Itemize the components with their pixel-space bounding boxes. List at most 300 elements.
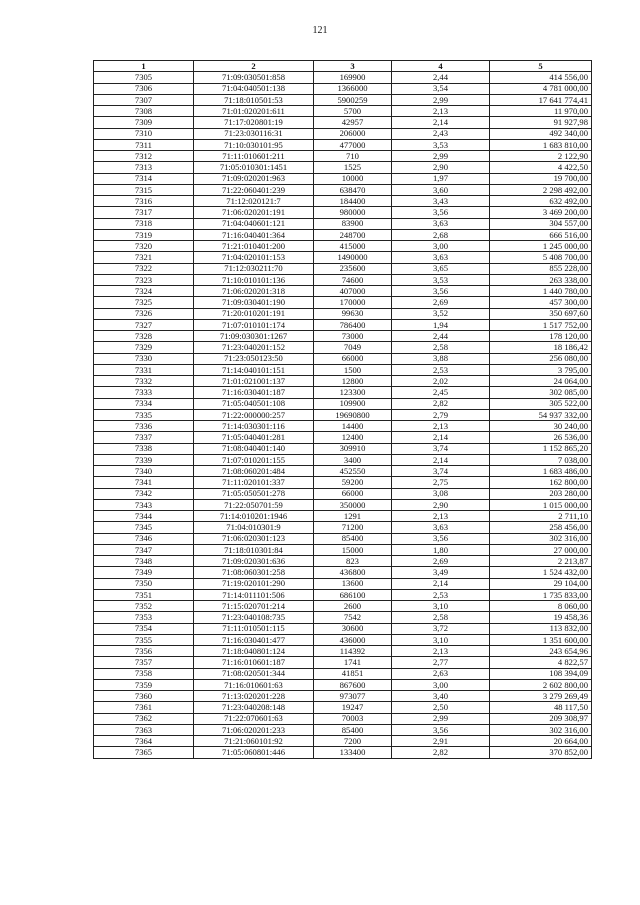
- table-cell: 73000: [314, 331, 392, 342]
- table-row: [94, 623, 592, 634]
- table-cell: 71:07:010101:174: [194, 319, 314, 330]
- table-row: [94, 454, 592, 465]
- table-cell: 258 456,00: [490, 522, 592, 533]
- table-cell: 302 316,00: [490, 533, 592, 544]
- table-cell: 3,74: [392, 466, 490, 477]
- table-cell: 41851: [314, 668, 392, 679]
- table-row: [94, 691, 592, 702]
- table-cell: 309910: [314, 443, 392, 454]
- table-cell: 7358: [94, 668, 194, 679]
- table-row: [94, 117, 592, 128]
- table-row: [94, 567, 592, 578]
- table-cell: 1,97: [392, 173, 490, 184]
- table-cell: 3,08: [392, 488, 490, 499]
- table-cell: 2,13: [392, 646, 490, 657]
- table-cell: 71:01:021001:137: [194, 376, 314, 387]
- table-cell: 71:07:010201:155: [194, 454, 314, 465]
- table-cell: 71:14:010201:1946: [194, 511, 314, 522]
- column-header: 2: [194, 61, 314, 72]
- table-cell: 1 517 752,00: [490, 319, 592, 330]
- table-row: [94, 196, 592, 207]
- table-cell: 30 240,00: [490, 421, 592, 432]
- table-cell: 27 000,00: [490, 544, 592, 555]
- table-cell: 71:23:040208:148: [194, 702, 314, 713]
- table-row: [94, 376, 592, 387]
- table-cell: 2 602 800,00: [490, 679, 592, 690]
- table-cell: 12800: [314, 376, 392, 387]
- table-cell: 7346: [94, 533, 194, 544]
- table-cell: 2,53: [392, 364, 490, 375]
- column-header: 5: [490, 61, 592, 72]
- table-cell: 2,13: [392, 106, 490, 117]
- table-cell: 407000: [314, 286, 392, 297]
- table-cell: 666 516,00: [490, 229, 592, 240]
- table-cell: 71:17:020801:19: [194, 117, 314, 128]
- table-cell: 2,14: [392, 117, 490, 128]
- table-cell: 2,69: [392, 297, 490, 308]
- table-cell: 492 340,00: [490, 128, 592, 139]
- table-cell: 71:05:010301:1451: [194, 162, 314, 173]
- table-cell: 71:06:020201:233: [194, 724, 314, 735]
- table-cell: 2,99: [392, 151, 490, 162]
- table-cell: 59200: [314, 477, 392, 488]
- table-row: [94, 544, 592, 555]
- table-cell: 3,56: [392, 207, 490, 218]
- table-cell: 2,44: [392, 331, 490, 342]
- table-cell: 71:04:040501:138: [194, 83, 314, 94]
- table-cell: 305 522,00: [490, 398, 592, 409]
- table-row: [94, 162, 592, 173]
- table-row: [94, 409, 592, 420]
- table-cell: 2,82: [392, 398, 490, 409]
- table-cell: 4 422,50: [490, 162, 592, 173]
- table-row: [94, 724, 592, 735]
- table-cell: 2,99: [392, 94, 490, 105]
- table-cell: 3,10: [392, 634, 490, 645]
- table-cell: 7325: [94, 297, 194, 308]
- table-cell: 7306: [94, 83, 194, 94]
- table-cell: 71:09:020301:636: [194, 556, 314, 567]
- table-cell: 1 683 486,00: [490, 466, 592, 477]
- table-cell: 71:16:030401:187: [194, 387, 314, 398]
- table-cell: 710: [314, 151, 392, 162]
- table-row: [94, 342, 592, 353]
- table-cell: 2,69: [392, 556, 490, 567]
- table-cell: 71:23:040201:152: [194, 342, 314, 353]
- table-cell: 3,63: [392, 252, 490, 263]
- table-row: [94, 398, 592, 409]
- table-cell: 457 300,00: [490, 297, 592, 308]
- table-cell: 71:14:040101:151: [194, 364, 314, 375]
- header-row: [94, 61, 592, 72]
- table-cell: 7329: [94, 342, 194, 353]
- table-cell: 169900: [314, 72, 392, 83]
- table-cell: 415000: [314, 241, 392, 252]
- table-cell: 71:11:010501:115: [194, 623, 314, 634]
- table-row: [94, 218, 592, 229]
- table-cell: 1 524 432,00: [490, 567, 592, 578]
- table-row: [94, 477, 592, 488]
- table-cell: 4 781 000,00: [490, 83, 592, 94]
- table-cell: 7362: [94, 713, 194, 724]
- table-cell: 170000: [314, 297, 392, 308]
- table-cell: 7305: [94, 72, 194, 83]
- table-cell: 71:09:030401:190: [194, 297, 314, 308]
- table-cell: 209 308,97: [490, 713, 592, 724]
- table-body: [94, 72, 592, 758]
- table-cell: 71:06:020201:318: [194, 286, 314, 297]
- table-cell: 7348: [94, 556, 194, 567]
- table-row: [94, 286, 592, 297]
- table-cell: 113 832,00: [490, 623, 592, 634]
- table-cell: 2 711,10: [490, 511, 592, 522]
- table-cell: 7332: [94, 376, 194, 387]
- table-row: [94, 589, 592, 600]
- table-cell: 7349: [94, 567, 194, 578]
- table-cell: 7363: [94, 724, 194, 735]
- table-cell: 29 104,00: [490, 578, 592, 589]
- table-cell: 686100: [314, 589, 392, 600]
- table-cell: 2,63: [392, 668, 490, 679]
- table-cell: 7338: [94, 443, 194, 454]
- table-cell: 3,74: [392, 443, 490, 454]
- table-row: [94, 128, 592, 139]
- table-cell: 7343: [94, 499, 194, 510]
- table-cell: 1 245 000,00: [490, 241, 592, 252]
- table-cell: 71:01:020201:611: [194, 106, 314, 117]
- table-cell: 74600: [314, 274, 392, 285]
- table-cell: 3,72: [392, 623, 490, 634]
- table-cell: 5 408 700,00: [490, 252, 592, 263]
- table-cell: 3,52: [392, 308, 490, 319]
- table-row: [94, 443, 592, 454]
- table-cell: 14400: [314, 421, 392, 432]
- table-row: [94, 713, 592, 724]
- table-cell: 304 557,00: [490, 218, 592, 229]
- table-row: [94, 297, 592, 308]
- table-cell: 5900259: [314, 94, 392, 105]
- table-cell: 71:11:020101:337: [194, 477, 314, 488]
- table-cell: 71:05:040501:108: [194, 398, 314, 409]
- table-cell: 1 683 810,00: [490, 139, 592, 150]
- table-row: [94, 702, 592, 713]
- table-cell: 1366000: [314, 83, 392, 94]
- table-cell: 3,53: [392, 274, 490, 285]
- table-cell: 71:21:060101:92: [194, 736, 314, 747]
- table-cell: 2,90: [392, 499, 490, 510]
- table-cell: 71:22:000000:257: [194, 409, 314, 420]
- table-cell: 71:11:010601:211: [194, 151, 314, 162]
- table-cell: 973077: [314, 691, 392, 702]
- table-cell: 71:18:010301:84: [194, 544, 314, 555]
- table-cell: 2,50: [392, 702, 490, 713]
- table-cell: 2,91: [392, 736, 490, 747]
- table-row: [94, 319, 592, 330]
- table-cell: 7350: [94, 578, 194, 589]
- table-cell: 7318: [94, 218, 194, 229]
- table-cell: 71:18:010501:53: [194, 94, 314, 105]
- table-cell: 83900: [314, 218, 392, 229]
- table-cell: 7311: [94, 139, 194, 150]
- table-cell: 7314: [94, 173, 194, 184]
- table-cell: 1 152 865,20: [490, 443, 592, 454]
- table-cell: 2,68: [392, 229, 490, 240]
- table-row: [94, 263, 592, 274]
- table-cell: 71:23:040108:735: [194, 612, 314, 623]
- table-row: [94, 612, 592, 623]
- table-cell: 2,45: [392, 387, 490, 398]
- table-row: [94, 229, 592, 240]
- table-row: [94, 601, 592, 612]
- table-cell: 71200: [314, 522, 392, 533]
- table-cell: 243 654,96: [490, 646, 592, 657]
- table-row: [94, 668, 592, 679]
- table-row: [94, 488, 592, 499]
- table-cell: 436800: [314, 567, 392, 578]
- table-cell: 206000: [314, 128, 392, 139]
- column-header: 1: [94, 61, 194, 72]
- table-cell: 2,90: [392, 162, 490, 173]
- table-cell: 7324: [94, 286, 194, 297]
- table-cell: 7319: [94, 229, 194, 240]
- table-cell: 71:13:020201:228: [194, 691, 314, 702]
- table-cell: 4 822,57: [490, 657, 592, 668]
- table-row: [94, 522, 592, 533]
- table-cell: 5700: [314, 106, 392, 117]
- table-cell: 18 186,42: [490, 342, 592, 353]
- table-row: [94, 72, 592, 83]
- table-row: [94, 252, 592, 263]
- table-cell: 71:04:010301:9: [194, 522, 314, 533]
- table-cell: 7321: [94, 252, 194, 263]
- table-cell: 7309: [94, 117, 194, 128]
- table-cell: 7 038,00: [490, 454, 592, 465]
- table-cell: 70003: [314, 713, 392, 724]
- table-cell: 1525: [314, 162, 392, 173]
- table-cell: 1 735 833,00: [490, 589, 592, 600]
- table-cell: 203 280,00: [490, 488, 592, 499]
- table-cell: 1500: [314, 364, 392, 375]
- table-cell: 2600: [314, 601, 392, 612]
- table-cell: 71:04:040601:121: [194, 218, 314, 229]
- table-cell: 7353: [94, 612, 194, 623]
- table-cell: 71:16:010601:187: [194, 657, 314, 668]
- table-row: [94, 308, 592, 319]
- table-cell: 54 937 332,00: [490, 409, 592, 420]
- table-cell: 66000: [314, 488, 392, 499]
- table-cell: 855 228,00: [490, 263, 592, 274]
- table-row: [94, 499, 592, 510]
- table-cell: 350 697,60: [490, 308, 592, 319]
- table-cell: 71:19:020101:290: [194, 578, 314, 589]
- table-cell: 71:05:060801:446: [194, 747, 314, 758]
- table-cell: 13600: [314, 578, 392, 589]
- column-header: 3: [314, 61, 392, 72]
- table-cell: 7312: [94, 151, 194, 162]
- table-cell: 71:22:070601:63: [194, 713, 314, 724]
- table-cell: 71:09:020201:963: [194, 173, 314, 184]
- table-cell: 7320: [94, 241, 194, 252]
- table-row: [94, 736, 592, 747]
- table-cell: 3,49: [392, 567, 490, 578]
- table-cell: 24 064,00: [490, 376, 592, 387]
- table-cell: 26 536,00: [490, 432, 592, 443]
- table-row: [94, 353, 592, 364]
- table-cell: 7354: [94, 623, 194, 634]
- table-cell: 71:12:020121:7: [194, 196, 314, 207]
- table-cell: 71:12:030211:70: [194, 263, 314, 274]
- table-cell: 71:06:020301:123: [194, 533, 314, 544]
- table-cell: 71:21:010401:200: [194, 241, 314, 252]
- table-cell: 11 970,00: [490, 106, 592, 117]
- table-cell: 71:09:030501:858: [194, 72, 314, 83]
- table-cell: 867600: [314, 679, 392, 690]
- table-cell: 178 120,00: [490, 331, 592, 342]
- table-cell: 2,44: [392, 72, 490, 83]
- table-cell: 7322: [94, 263, 194, 274]
- table-cell: 7313: [94, 162, 194, 173]
- table-row: [94, 679, 592, 690]
- table-cell: 7365: [94, 747, 194, 758]
- table-cell: 2 122,90: [490, 151, 592, 162]
- table-row: [94, 364, 592, 375]
- table-cell: 15000: [314, 544, 392, 555]
- table-cell: 42957: [314, 117, 392, 128]
- table-row: [94, 173, 592, 184]
- table-cell: 71:08:060301:258: [194, 567, 314, 578]
- table-cell: 71:16:010601:63: [194, 679, 314, 690]
- table-cell: 7359: [94, 679, 194, 690]
- table-cell: 19 458,36: [490, 612, 592, 623]
- table-cell: 2,79: [392, 409, 490, 420]
- page-number: 121: [312, 25, 328, 36]
- table-cell: 71:18:040801:124: [194, 646, 314, 657]
- table-cell: 71:15:020701:214: [194, 601, 314, 612]
- table-row: [94, 646, 592, 657]
- table-cell: 7200: [314, 736, 392, 747]
- table-cell: 162 800,00: [490, 477, 592, 488]
- table-cell: 71:10:030101:95: [194, 139, 314, 150]
- table-cell: 2,53: [392, 589, 490, 600]
- table-cell: 71:08:040401:140: [194, 443, 314, 454]
- table-cell: 2,58: [392, 612, 490, 623]
- table-cell: 7360: [94, 691, 194, 702]
- table-cell: 235600: [314, 263, 392, 274]
- table-cell: 7356: [94, 646, 194, 657]
- table-cell: 263 338,00: [490, 274, 592, 285]
- table-cell: 7331: [94, 364, 194, 375]
- table-row: [94, 139, 592, 150]
- table-cell: 786400: [314, 319, 392, 330]
- table-row: [94, 432, 592, 443]
- data-table: [93, 60, 592, 759]
- table-cell: 48 117,50: [490, 702, 592, 713]
- table-cell: 114392: [314, 646, 392, 657]
- table-cell: 7335: [94, 409, 194, 420]
- table-cell: 7337: [94, 432, 194, 443]
- table-cell: 3 469 200,00: [490, 207, 592, 218]
- table-cell: 71:10:010101:136: [194, 274, 314, 285]
- table-row: [94, 747, 592, 758]
- table-cell: 109900: [314, 398, 392, 409]
- table-cell: 2,77: [392, 657, 490, 668]
- table-cell: 19 700,00: [490, 173, 592, 184]
- table-cell: 2,99: [392, 713, 490, 724]
- table-row: [94, 151, 592, 162]
- table-cell: 1 351 600,00: [490, 634, 592, 645]
- table-cell: 7317: [94, 207, 194, 218]
- table-cell: 71:09:030301:1267: [194, 331, 314, 342]
- table-cell: 8 060,00: [490, 601, 592, 612]
- table-cell: 30600: [314, 623, 392, 634]
- table-cell: 85400: [314, 533, 392, 544]
- table-row: [94, 421, 592, 432]
- table-row: [94, 578, 592, 589]
- table-row: [94, 556, 592, 567]
- table-cell: 452550: [314, 466, 392, 477]
- table-cell: 20 664,00: [490, 736, 592, 747]
- table-cell: 7347: [94, 544, 194, 555]
- table-cell: 3,53: [392, 139, 490, 150]
- table-row: [94, 533, 592, 544]
- table-cell: 1,94: [392, 319, 490, 330]
- table-cell: 1741: [314, 657, 392, 668]
- table-cell: 184400: [314, 196, 392, 207]
- table-cell: 7307: [94, 94, 194, 105]
- table-row: [94, 207, 592, 218]
- table-cell: 71:20:010201:191: [194, 308, 314, 319]
- table-cell: 3400: [314, 454, 392, 465]
- table-cell: 436000: [314, 634, 392, 645]
- table-cell: 17 641 774,41: [490, 94, 592, 105]
- table-cell: 3,56: [392, 724, 490, 735]
- table-cell: 7542: [314, 612, 392, 623]
- table-cell: 85400: [314, 724, 392, 735]
- table-cell: 7340: [94, 466, 194, 477]
- table-cell: 7310: [94, 128, 194, 139]
- table-cell: 12400: [314, 432, 392, 443]
- table-cell: 3,40: [392, 691, 490, 702]
- table-cell: 133400: [314, 747, 392, 758]
- table-cell: 7334: [94, 398, 194, 409]
- table-cell: 7308: [94, 106, 194, 117]
- table-cell: 638470: [314, 184, 392, 195]
- table-cell: 302 085,00: [490, 387, 592, 398]
- table-cell: 7341: [94, 477, 194, 488]
- table-cell: 248700: [314, 229, 392, 240]
- table-cell: 71:23:050123:50: [194, 353, 314, 364]
- table-row: [94, 106, 592, 117]
- table-cell: 7345: [94, 522, 194, 533]
- table-cell: 2,75: [392, 477, 490, 488]
- table-cell: 3,00: [392, 679, 490, 690]
- table-cell: 3,43: [392, 196, 490, 207]
- table-row: [94, 274, 592, 285]
- table-cell: 302 316,00: [490, 724, 592, 735]
- table-cell: 7049: [314, 342, 392, 353]
- table-cell: 71:05:050501:278: [194, 488, 314, 499]
- table-cell: 823: [314, 556, 392, 567]
- table-cell: 7361: [94, 702, 194, 713]
- table-cell: 71:04:020101:153: [194, 252, 314, 263]
- table-cell: 2,58: [392, 342, 490, 353]
- table-cell: 7351: [94, 589, 194, 600]
- table-cell: 71:08:020501:344: [194, 668, 314, 679]
- table-cell: 71:14:030301:116: [194, 421, 314, 432]
- table-cell: 123300: [314, 387, 392, 398]
- table-row: [94, 241, 592, 252]
- table-cell: 66000: [314, 353, 392, 364]
